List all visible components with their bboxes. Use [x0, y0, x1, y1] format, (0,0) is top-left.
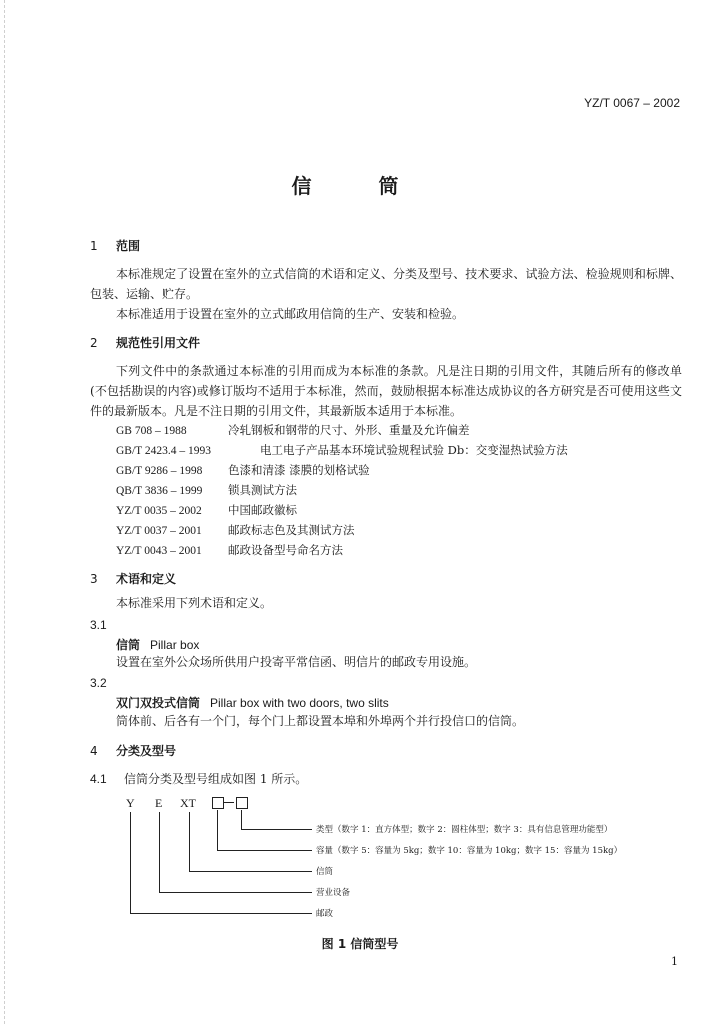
term-entry — [116, 636, 199, 653]
code-letter-e: E — [155, 796, 163, 810]
subsection-text: 信筒分类及型号组成如图 1 所示。 — [124, 772, 308, 786]
leader-type-v — [241, 810, 242, 829]
binding-margin-line — [4, 0, 6, 1024]
section-2-paragraph: 下列文件中的条款通过本标准的引用而成为本标准的条款。凡是注日期的引用文件，其随后所有的修改单(不包括勘误的内容)或修订版均不适用于本标准，然而，鼓励根据本标准达成协议的各方研究是否可使用这些文件的最新版本。凡是不注日期的引用文件，其最新版本适用于本标准。 — [90, 364, 682, 418]
section-title: 分类及型号 — [116, 744, 177, 758]
reference-title: 中国邮政徽标 — [228, 503, 297, 517]
figure-caption: 图 1 信筒型号 — [321, 937, 399, 951]
diagram-label-type: 类型（数字 1：直方体型；数字 2：圆柱体型；数字 3：具有信息管理功能型） — [316, 825, 613, 835]
reference-code: YZ/T 0035 – 2002 — [116, 505, 202, 517]
section-title: 范围 — [116, 239, 141, 253]
reference-code: GB/T 9286 – 1998 — [116, 465, 203, 477]
term-english: Pillar box — [150, 638, 200, 652]
section-number: 3 — [90, 572, 98, 586]
section-4-heading — [90, 742, 176, 759]
code-letters-xt: XT — [180, 796, 196, 810]
term-number: 3.1 — [90, 618, 107, 632]
page-number: 1 — [671, 955, 678, 968]
section-1-heading — [90, 237, 140, 254]
reference-code: GB/T 2423.4 – 1993 — [116, 445, 211, 457]
leader-business-v — [159, 812, 160, 892]
document-title: 信 筒 — [291, 174, 429, 198]
leader-capacity-v — [217, 810, 218, 850]
type-box — [236, 797, 248, 809]
reference-item — [116, 522, 355, 538]
term-entry — [116, 694, 389, 711]
reference-item — [116, 482, 297, 498]
reference-code: QB/T 3836 – 1999 — [116, 485, 203, 497]
diagram-label-pillar-box: 信筒 — [316, 867, 334, 877]
reference-item — [116, 462, 370, 478]
reference-title: 锁具测试方法 — [228, 483, 297, 497]
leader-type-h — [241, 829, 312, 830]
reference-item — [116, 542, 343, 558]
leader-pillar-box-h — [189, 871, 312, 872]
reference-title: 冷轧钢板和钢带的尺寸、外形、重量及允许偏差 — [228, 423, 470, 437]
section-title: 术语和定义 — [116, 572, 177, 586]
reference-title: 电工电子产品基本环境试验规程试验 Db：交变湿热试验方法 — [260, 443, 568, 457]
term-definition: 筒体前、后各有一个门，每个门上都设置本埠和外埠两个并行投信口的信筒。 — [116, 714, 525, 728]
section-number: 4 — [90, 744, 98, 758]
leader-postal-v — [130, 812, 131, 913]
diagram-label-capacity: 容量（数字 5：容量为 5kg；数字 10：容量为 10kg；数字 15：容量为 15kg） — [316, 846, 623, 856]
leader-business-h — [159, 892, 312, 893]
reference-code: YZ/T 0043 – 2001 — [116, 545, 202, 557]
section-3-heading — [90, 570, 176, 587]
capacity-box — [212, 797, 224, 809]
reference-item — [116, 442, 568, 458]
code-dash — [224, 802, 234, 803]
section-number: 2 — [90, 336, 98, 350]
subsection-number: 4.1 — [90, 772, 107, 786]
section-1-paragraph-2: 本标准适用于设置在室外的立式邮政用信筒的生产、安装和检验。 — [116, 307, 465, 321]
code-letter-y: Y — [126, 796, 135, 810]
reference-code: GB 708 – 1988 — [116, 425, 187, 437]
reference-title: 邮政标志色及其测试方法 — [228, 523, 355, 537]
term-name: 信筒 — [116, 638, 141, 652]
leader-capacity-h — [217, 850, 312, 851]
term-definition: 设置在室外公众场所供用户投寄平常信函、明信片的邮政专用设施。 — [116, 655, 477, 669]
document-number: YZ/T 0067 – 2002 — [584, 96, 680, 110]
reference-code: YZ/T 0037 – 2001 — [116, 525, 202, 537]
reference-title: 色漆和清漆 漆膜的划格试验 — [228, 463, 370, 477]
term-name: 双门双投式信筒 — [116, 696, 201, 710]
term-number: 3.2 — [90, 676, 107, 690]
section-title: 规范性引用文件 — [116, 336, 201, 350]
section-2-heading — [90, 334, 200, 351]
section-number: 1 — [90, 239, 98, 253]
diagram-label-postal: 邮政 — [316, 909, 334, 919]
diagram-label-business-equipment: 营业设备 — [316, 888, 351, 898]
leader-pillar-box-v — [189, 812, 190, 871]
reference-title: 邮政设备型号命名方法 — [228, 543, 343, 557]
reference-item — [116, 422, 470, 438]
subsection-4-1 — [90, 770, 307, 787]
term-english: Pillar box with two doors, two slits — [210, 696, 389, 710]
section-1-paragraph-1: 本标准规定了设置在室外的立式信筒的术语和定义、分类及型号、技术要求、试验方法、检验规则和标牌、包装、运输、贮存。 — [90, 267, 682, 301]
leader-postal-h — [130, 913, 312, 914]
reference-item — [116, 502, 297, 518]
section-3-intro: 本标准采用下列术语和定义。 — [116, 596, 273, 610]
